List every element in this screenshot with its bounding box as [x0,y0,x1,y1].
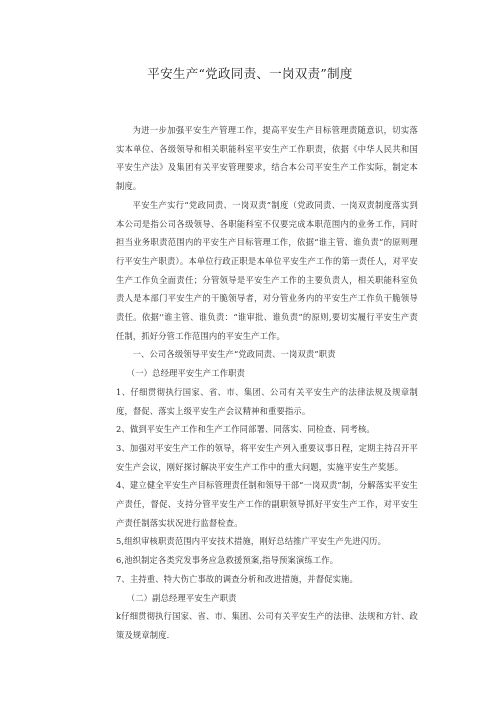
policy-paragraph: 平安生产实行“党政同责、一岗双责”制度（党政同责、一岗双责制度落实到本公司是指公司各级领导、各职能科室不仅要完成本职范围内的业务工作，同时担当业务职责范围内的平安生产目标管理工作，依据“谁主管、谁负责”的原则理行平安生产职责）。本单位行政正职是本单位平安生产工作的第一责任人，对平安生产工作负全面责任；分管领导是平安生产工作的主要负责人，相关职能科室负责人是本部门平安生产的干脆领导者，对分管业务内的平安生产工作负干脆领导责任。依据''谁主管、谁负责：“谁审批、谁负责”的原则,要切实履行平安生产责任制，抓好分管工作范围内的平安生产工作。 [116,199,418,341]
subsection-heading-gm: （一）总经理平安生产工作职责 [126,368,246,379]
list-item: 3、加强对平安生产工作的领导，将平安生产列入重要议事日程，定期主持召开平安生产会议，刚好探讨解决平安生产工作中的重大问题，实施平安生产奖惩。 [116,442,418,472]
section-heading: 一、公司各级领导平安生产“党政同责、一岗双责”职责 [132,349,336,360]
list-item: 1、仔细贯彻执行国家、省、市、集团、公司有关平安生产的法律法规及规章制度，督促、落实上级平安生产会议精神和重要指示。 [116,386,418,416]
intro-paragraph: 为进一步加强平安生产管理工作，提高平安生产目标管理责随意识，切实落实本单位、各级领导和相关职能科室平安生产工作职责，依据《中华人民共和国平安生产法》及集团有关平安管理要求，结合本公司平安生产工作实际，制定本制度。 [116,125,418,192]
document-title: 平安生产“党政同责、一岗双责”制度 [147,66,353,81]
list-item: k仔细贯彻执行国家、省、市、集团、公司有关平安生产的法律、法规和方针、政策及规章制度. [116,611,418,640]
document-body [116,121,418,645]
list-item: 5,组织审核职责范围内平安技术措施，刚好总结推广平安生产先进闪历。 [116,536,387,547]
list-item: 4、建立健全平安生产目标管理责任制和领导干部“一岗双责”制，分解落实平安生产责任，督促、支持分管平安生产工作的副职领导抓好平安生产工作，对平安生产责任制落实状况进行监督检查。 [116,480,418,528]
list-item: 2、做到平安生产工作和生产工作同部署、同落实、同检查、同考核。 [116,424,375,435]
list-item: 6,池织制定各类究发事务应急救援预案,指导预案演练工作。 [116,555,339,566]
subsection-heading-deputy: （二）副总经理平安生产职责 [126,592,237,603]
list-item: 7、主持重、特大伤亡事故的调查分析和改进措施，并督促实施。 [116,573,358,584]
